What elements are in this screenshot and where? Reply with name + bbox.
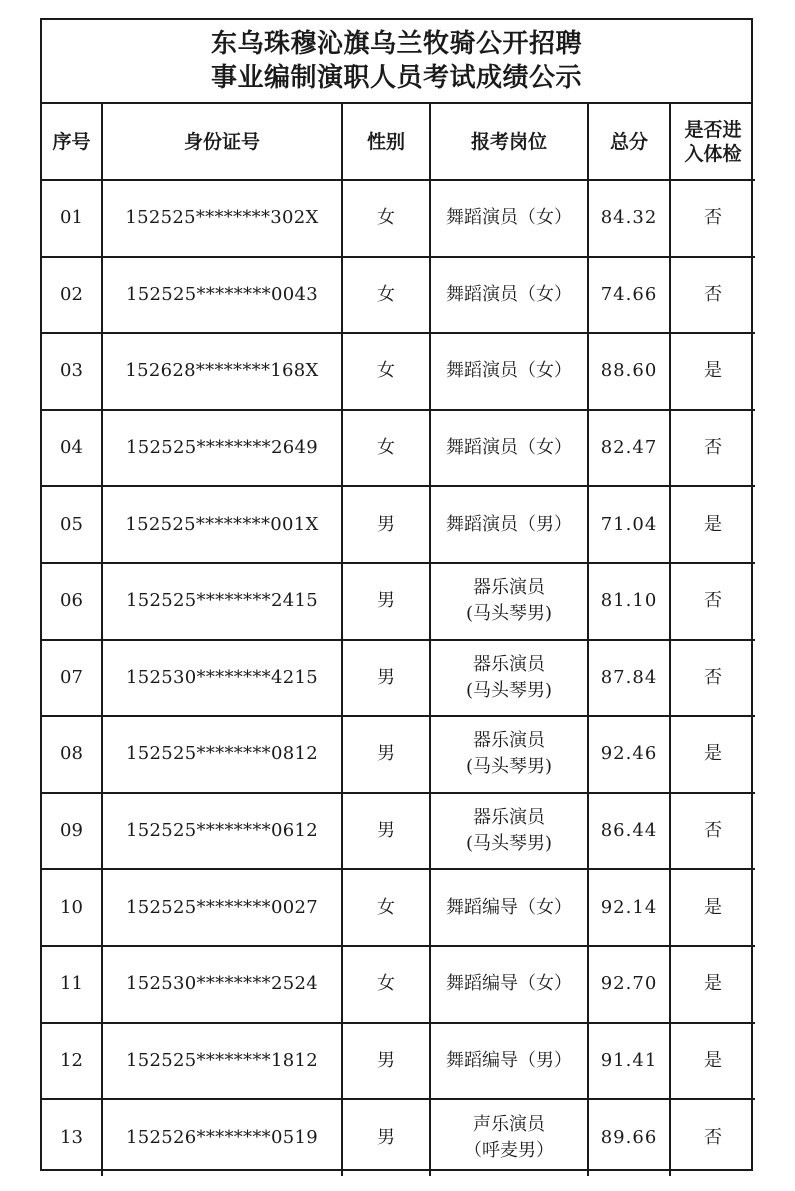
cell-score: 82.47 xyxy=(588,410,670,487)
cell-position xyxy=(430,486,588,563)
cell-position xyxy=(430,793,588,870)
table-row xyxy=(42,257,755,334)
cell-physical-exam: 是 xyxy=(670,716,755,793)
cell-position xyxy=(430,180,588,257)
header-position: 报考岗位 xyxy=(430,104,588,180)
cell-score: 92.14 xyxy=(588,869,670,946)
table-row xyxy=(42,1099,755,1176)
position-line: 舞蹈演员（女） xyxy=(446,360,572,382)
table-row xyxy=(42,563,755,640)
position-line: 舞蹈演员（女） xyxy=(446,207,572,229)
cell-seq: 11 xyxy=(42,946,102,1023)
cell-gender: 男 xyxy=(342,640,430,717)
cell-seq: 03 xyxy=(42,333,102,410)
cell-id-number: 152525********2415 xyxy=(102,563,342,640)
cell-id-number: 152525********0043 xyxy=(102,257,342,334)
position-line: 舞蹈编导（女） xyxy=(446,896,572,918)
cell-score: 92.46 xyxy=(588,716,670,793)
header-score: 总分 xyxy=(588,104,670,180)
cell-gender: 男 xyxy=(342,563,430,640)
notice-title xyxy=(42,20,751,104)
position-line: 舞蹈演员（女） xyxy=(446,437,572,459)
header-physical-exam xyxy=(670,104,755,180)
cell-physical-exam: 是 xyxy=(670,946,755,1023)
cell-seq: 06 xyxy=(42,563,102,640)
cell-seq: 13 xyxy=(42,1099,102,1176)
cell-seq: 10 xyxy=(42,869,102,946)
cell-seq: 08 xyxy=(42,716,102,793)
header-physical-line-2: 入体检 xyxy=(684,142,742,165)
cell-physical-exam: 是 xyxy=(670,1023,755,1100)
cell-physical-exam: 否 xyxy=(670,793,755,870)
cell-position xyxy=(430,716,588,793)
header-seq: 序号 xyxy=(42,104,102,180)
table-row xyxy=(42,793,755,870)
cell-score: 71.04 xyxy=(588,486,670,563)
position-line: （呼麦男） xyxy=(464,1139,554,1161)
cell-position xyxy=(430,1099,588,1176)
position-line: 器乐演员 xyxy=(473,807,545,829)
cell-physical-exam: 否 xyxy=(670,563,755,640)
cell-score: 81.10 xyxy=(588,563,670,640)
cell-gender: 女 xyxy=(342,410,430,487)
position-line: 舞蹈演员（女） xyxy=(446,283,572,305)
cell-gender: 女 xyxy=(342,869,430,946)
title-line-2: 事业编制演职人员考试成绩公示 xyxy=(210,63,582,93)
cell-seq: 05 xyxy=(42,486,102,563)
cell-position xyxy=(430,946,588,1023)
table-row xyxy=(42,410,755,487)
header-gender: 性别 xyxy=(342,104,430,180)
cell-id-number: 152530********2524 xyxy=(102,946,342,1023)
cell-gender: 男 xyxy=(342,486,430,563)
cell-position xyxy=(430,257,588,334)
cell-score: 91.41 xyxy=(588,1023,670,1100)
cell-score: 74.66 xyxy=(588,257,670,334)
table-header-row xyxy=(42,104,755,180)
header-physical-line-1: 是否进 xyxy=(684,118,742,141)
position-line: 舞蹈编导（男） xyxy=(446,1049,572,1071)
cell-gender: 女 xyxy=(342,257,430,334)
position-line: 器乐演员 xyxy=(473,730,545,752)
cell-id-number: 152525********2649 xyxy=(102,410,342,487)
cell-gender: 女 xyxy=(342,333,430,410)
header-id-number: 身份证号 xyxy=(102,104,342,180)
cell-score: 89.66 xyxy=(588,1099,670,1176)
cell-id-number: 152628********168X xyxy=(102,333,342,410)
cell-gender: 男 xyxy=(342,1023,430,1100)
results-table xyxy=(42,104,755,1176)
cell-physical-exam: 是 xyxy=(670,869,755,946)
cell-id-number: 152525********302X xyxy=(102,180,342,257)
cell-id-number: 152525********0612 xyxy=(102,793,342,870)
position-line: 器乐演员 xyxy=(473,577,545,599)
cell-position xyxy=(430,333,588,410)
cell-gender: 男 xyxy=(342,1099,430,1176)
cell-position xyxy=(430,1023,588,1100)
cell-id-number: 152526********0519 xyxy=(102,1099,342,1176)
cell-score: 92.70 xyxy=(588,946,670,1023)
results-notice-sheet xyxy=(40,18,753,1171)
table-row xyxy=(42,333,755,410)
cell-gender: 男 xyxy=(342,716,430,793)
cell-physical-exam: 否 xyxy=(670,180,755,257)
cell-seq: 12 xyxy=(42,1023,102,1100)
cell-gender: 女 xyxy=(342,946,430,1023)
table-body xyxy=(42,180,755,1176)
cell-id-number: 152525********001X xyxy=(102,486,342,563)
cell-position xyxy=(430,640,588,717)
table-row xyxy=(42,640,755,717)
cell-physical-exam: 否 xyxy=(670,257,755,334)
cell-seq: 01 xyxy=(42,180,102,257)
cell-score: 86.44 xyxy=(588,793,670,870)
cell-position xyxy=(430,410,588,487)
title-line-1: 东乌珠穆沁旗乌兰牧骑公开招聘 xyxy=(210,29,582,59)
cell-id-number: 152525********0027 xyxy=(102,869,342,946)
cell-gender: 男 xyxy=(342,793,430,870)
cell-seq: 02 xyxy=(42,257,102,334)
position-line: 舞蹈编导（女） xyxy=(446,973,572,995)
cell-id-number: 152530********4215 xyxy=(102,640,342,717)
position-line: (马头琴男) xyxy=(465,603,553,625)
position-line: 器乐演员 xyxy=(473,653,545,675)
table-row xyxy=(42,486,755,563)
position-line: (马头琴男) xyxy=(465,833,553,855)
cell-position xyxy=(430,869,588,946)
cell-seq: 09 xyxy=(42,793,102,870)
cell-seq: 07 xyxy=(42,640,102,717)
cell-position xyxy=(430,563,588,640)
cell-id-number: 152525********1812 xyxy=(102,1023,342,1100)
cell-physical-exam: 是 xyxy=(670,486,755,563)
cell-gender: 女 xyxy=(342,180,430,257)
cell-physical-exam: 是 xyxy=(670,333,755,410)
table-row xyxy=(42,1023,755,1100)
cell-score: 84.32 xyxy=(588,180,670,257)
table-row xyxy=(42,180,755,257)
cell-physical-exam: 否 xyxy=(670,640,755,717)
cell-seq: 04 xyxy=(42,410,102,487)
position-line: 舞蹈演员（男） xyxy=(446,513,572,535)
cell-score: 87.84 xyxy=(588,640,670,717)
position-line: (马头琴男) xyxy=(465,679,553,701)
table-row xyxy=(42,869,755,946)
table-row xyxy=(42,716,755,793)
table-row xyxy=(42,946,755,1023)
position-line: (马头琴男) xyxy=(465,756,553,778)
cell-id-number: 152525********0812 xyxy=(102,716,342,793)
cell-physical-exam: 否 xyxy=(670,1099,755,1176)
cell-score: 88.60 xyxy=(588,333,670,410)
position-line: 声乐演员 xyxy=(473,1113,545,1135)
cell-physical-exam: 否 xyxy=(670,410,755,487)
